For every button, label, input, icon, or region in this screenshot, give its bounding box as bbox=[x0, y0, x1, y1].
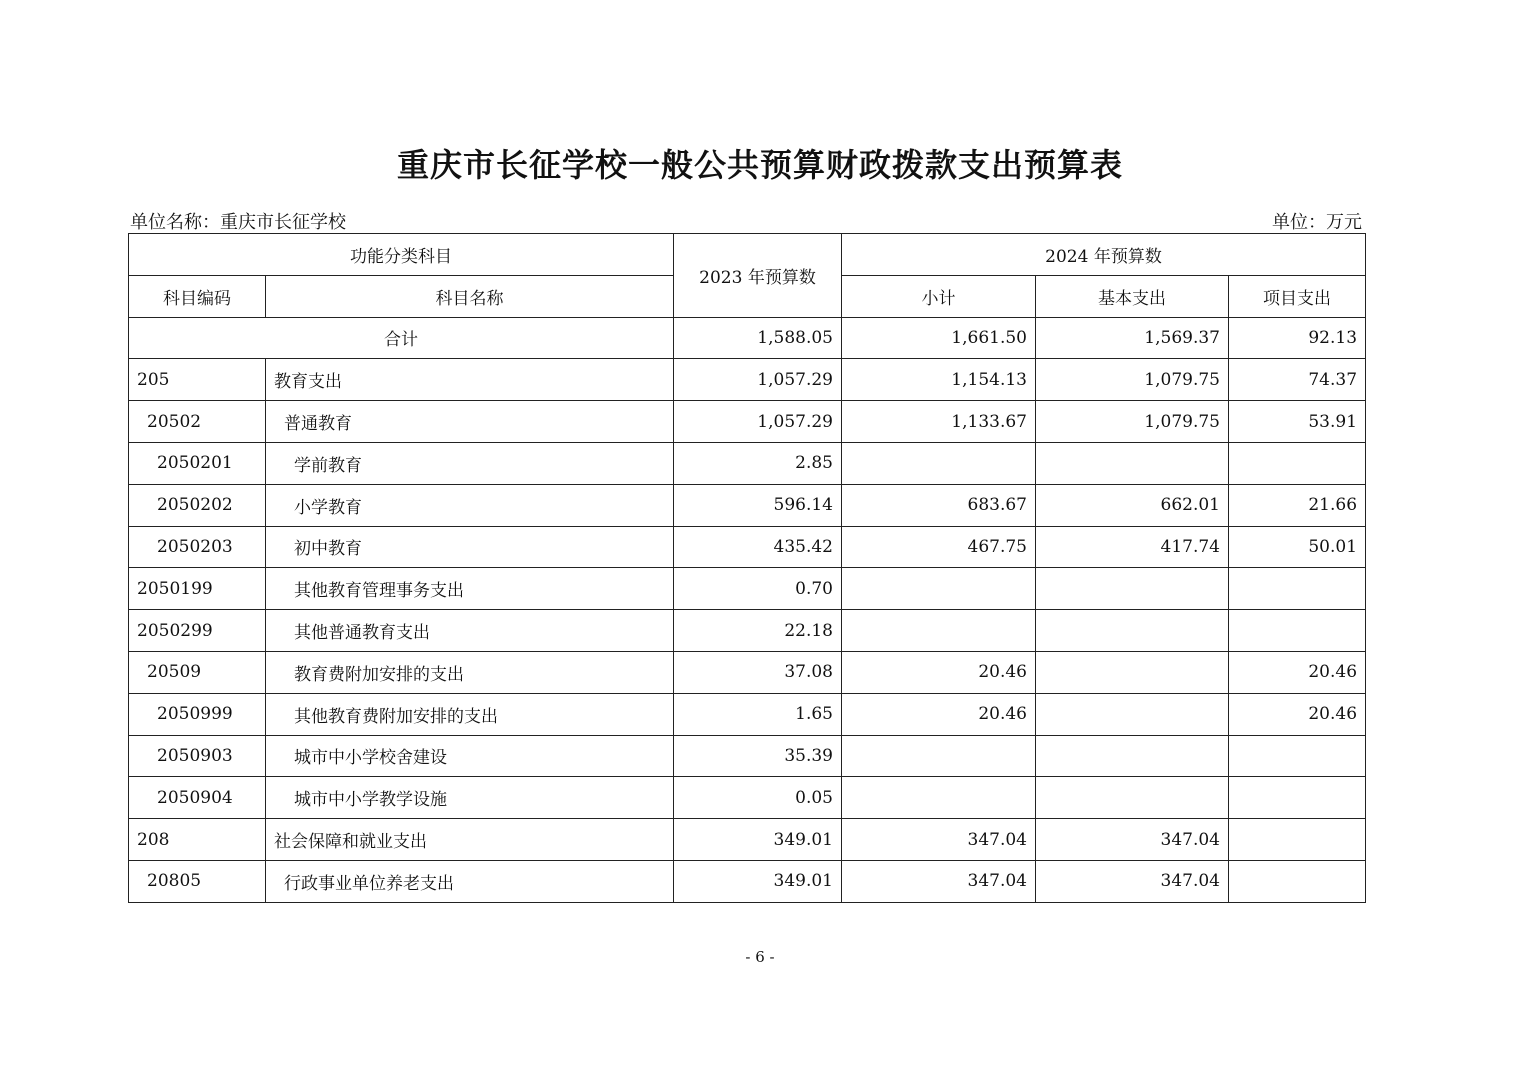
row-name: 初中教育 bbox=[266, 526, 674, 568]
row-name: 社会保障和就业支出 bbox=[266, 819, 674, 861]
row-project bbox=[1229, 819, 1366, 861]
row-basic: 662.01 bbox=[1036, 484, 1229, 526]
row-b2023: 0.05 bbox=[674, 777, 842, 819]
row-subtotal: 1,133.67 bbox=[842, 401, 1036, 443]
row-project bbox=[1229, 610, 1366, 652]
unit-name-label: 单位名称：重庆市长征学校 bbox=[130, 212, 346, 233]
row-name: 其他教育费附加安排的支出 bbox=[266, 693, 674, 735]
total-subtotal: 1,661.50 bbox=[842, 317, 1036, 359]
row-name: 其他教育管理事务支出 bbox=[266, 568, 674, 610]
row-subtotal: 347.04 bbox=[842, 860, 1036, 902]
row-subtotal bbox=[842, 568, 1036, 610]
total-b2023: 1,588.05 bbox=[674, 317, 842, 359]
table-row bbox=[129, 819, 1366, 861]
row-code: 20805 bbox=[129, 860, 266, 902]
row-subtotal: 1,154.13 bbox=[842, 359, 1036, 401]
header-budget-2023: 2023 年预算数 bbox=[674, 234, 842, 318]
table-row bbox=[129, 442, 1366, 484]
row-name: 教育费附加安排的支出 bbox=[266, 651, 674, 693]
header-basic: 基本支出 bbox=[1036, 275, 1229, 317]
row-code: 2050203 bbox=[129, 526, 266, 568]
row-name: 教育支出 bbox=[266, 359, 674, 401]
header-code: 科目编码 bbox=[129, 275, 266, 317]
row-code: 2050201 bbox=[129, 442, 266, 484]
row-b2023: 435.42 bbox=[674, 526, 842, 568]
row-basic bbox=[1036, 651, 1229, 693]
table-row bbox=[129, 735, 1366, 777]
budget-table bbox=[128, 233, 1366, 903]
row-name: 城市中小学教学设施 bbox=[266, 777, 674, 819]
row-b2023: 0.70 bbox=[674, 568, 842, 610]
row-code: 2050903 bbox=[129, 735, 266, 777]
header-budget-2024: 2024 年预算数 bbox=[842, 234, 1366, 276]
row-project: 53.91 bbox=[1229, 401, 1366, 443]
row-subtotal bbox=[842, 442, 1036, 484]
row-b2023: 37.08 bbox=[674, 651, 842, 693]
header-row-1 bbox=[129, 234, 1366, 276]
row-b2023: 22.18 bbox=[674, 610, 842, 652]
row-code: 208 bbox=[129, 819, 266, 861]
header-subtotal: 小计 bbox=[842, 275, 1036, 317]
row-code: 2050999 bbox=[129, 693, 266, 735]
row-subtotal: 683.67 bbox=[842, 484, 1036, 526]
row-basic bbox=[1036, 610, 1229, 652]
table-row bbox=[129, 359, 1366, 401]
row-code: 2050199 bbox=[129, 568, 266, 610]
row-basic bbox=[1036, 777, 1229, 819]
header-project: 项目支出 bbox=[1229, 275, 1366, 317]
row-b2023: 35.39 bbox=[674, 735, 842, 777]
row-project bbox=[1229, 442, 1366, 484]
row-basic bbox=[1036, 735, 1229, 777]
table-row bbox=[129, 860, 1366, 902]
row-b2023: 1.65 bbox=[674, 693, 842, 735]
row-code: 205 bbox=[129, 359, 266, 401]
row-basic: 347.04 bbox=[1036, 819, 1229, 861]
row-b2023: 2.85 bbox=[674, 442, 842, 484]
row-code: 2050299 bbox=[129, 610, 266, 652]
row-subtotal: 20.46 bbox=[842, 651, 1036, 693]
row-name: 普通教育 bbox=[266, 401, 674, 443]
row-b2023: 349.01 bbox=[674, 819, 842, 861]
row-subtotal: 20.46 bbox=[842, 693, 1036, 735]
row-name: 城市中小学校舍建设 bbox=[266, 735, 674, 777]
total-row bbox=[129, 317, 1366, 359]
row-basic bbox=[1036, 568, 1229, 610]
total-basic: 1,569.37 bbox=[1036, 317, 1229, 359]
row-project: 20.46 bbox=[1229, 651, 1366, 693]
table-row bbox=[129, 693, 1366, 735]
header-name: 科目名称 bbox=[266, 275, 674, 317]
row-name: 其他普通教育支出 bbox=[266, 610, 674, 652]
total-project: 92.13 bbox=[1229, 317, 1366, 359]
row-project: 50.01 bbox=[1229, 526, 1366, 568]
row-b2023: 349.01 bbox=[674, 860, 842, 902]
row-code: 20502 bbox=[129, 401, 266, 443]
table-row bbox=[129, 484, 1366, 526]
row-project bbox=[1229, 860, 1366, 902]
total-label: 合计 bbox=[129, 317, 674, 359]
row-project: 20.46 bbox=[1229, 693, 1366, 735]
row-project: 21.66 bbox=[1229, 484, 1366, 526]
row-project bbox=[1229, 735, 1366, 777]
table-row bbox=[129, 651, 1366, 693]
row-subtotal bbox=[842, 610, 1036, 652]
row-b2023: 1,057.29 bbox=[674, 359, 842, 401]
unit-label: 单位：万元 bbox=[1272, 212, 1362, 233]
page-title: 重庆市长征学校一般公共预算财政拨款支出预算表 bbox=[396, 146, 1123, 184]
row-basic: 1,079.75 bbox=[1036, 359, 1229, 401]
table-row bbox=[129, 610, 1366, 652]
row-basic bbox=[1036, 442, 1229, 484]
row-name: 学前教育 bbox=[266, 442, 674, 484]
row-basic bbox=[1036, 693, 1229, 735]
table-row bbox=[129, 568, 1366, 610]
row-subtotal bbox=[842, 735, 1036, 777]
row-basic: 1,079.75 bbox=[1036, 401, 1229, 443]
table-row bbox=[129, 526, 1366, 568]
row-name: 小学教育 bbox=[266, 484, 674, 526]
row-basic: 417.74 bbox=[1036, 526, 1229, 568]
row-project bbox=[1229, 777, 1366, 819]
row-code: 20509 bbox=[129, 651, 266, 693]
row-b2023: 1,057.29 bbox=[674, 401, 842, 443]
row-subtotal: 347.04 bbox=[842, 819, 1036, 861]
row-code: 2050202 bbox=[129, 484, 266, 526]
page-number: - 6 - bbox=[745, 948, 775, 966]
row-basic: 347.04 bbox=[1036, 860, 1229, 902]
table-row bbox=[129, 777, 1366, 819]
row-project bbox=[1229, 568, 1366, 610]
row-code: 2050904 bbox=[129, 777, 266, 819]
row-subtotal: 467.75 bbox=[842, 526, 1036, 568]
meta-line bbox=[130, 208, 1364, 234]
row-b2023: 596.14 bbox=[674, 484, 842, 526]
row-project: 74.37 bbox=[1229, 359, 1366, 401]
row-subtotal bbox=[842, 777, 1036, 819]
table-row bbox=[129, 401, 1366, 443]
header-functional-category: 功能分类科目 bbox=[129, 234, 674, 276]
row-name: 行政事业单位养老支出 bbox=[266, 860, 674, 902]
